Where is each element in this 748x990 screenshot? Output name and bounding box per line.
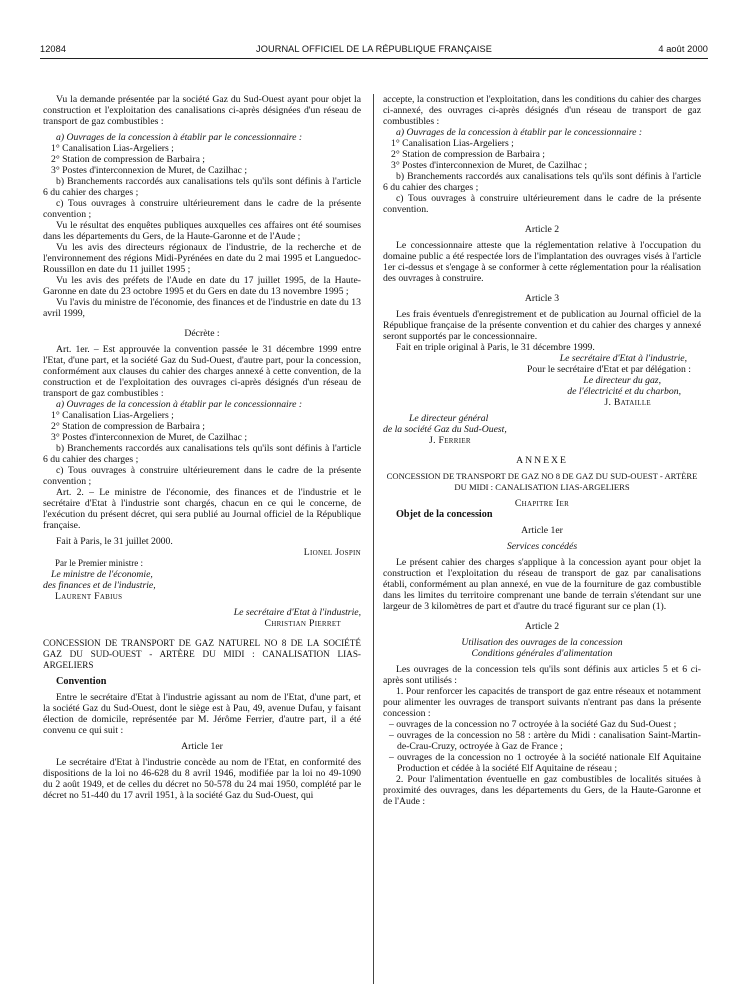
paragraph: Le présent cahier des charges s'applique à la concession ayant pour objet la construction et l'exploitation du réseau de transport de gaz par canalisations établi, conformément au plan annexé, en vue de la fourniture de gaz combustible dans les limites du territoire comprenant une bande de terrain s'étendant sur une largeur de 3 kilomètres de part et d'autre du tracé figurant sur ce plan (1).: [383, 557, 701, 612]
signatory-title: Le directeur du gaz,: [583, 375, 661, 386]
annex-title: ANNEXE: [516, 455, 568, 466]
list-item: 1° Canalisation Lias-Argeliers ;: [391, 138, 514, 149]
list-item: 3° Postes d'interconnexion de Muret, de Cazilhac ;: [51, 432, 248, 443]
paragraph: Les ouvrages de la concession tels qu'ils sont définis aux articles 5 et 6 ci-après sont utilisés :: [383, 664, 701, 686]
signatory-title: Le directeur général: [409, 413, 489, 424]
article-subtitle: Conditions générales d'alimentation: [471, 648, 613, 659]
column-divider: [373, 94, 374, 984]
list-item: – ouvrages de la concession no 58 : artère du Midi : canalisation Saint-Martin-de-Crau-Cruzy, octroyée à Gaz de France ;: [389, 730, 701, 752]
signatory-title: de la société Gaz du Sud-Ouest,: [383, 424, 507, 435]
list-item: c) Tous ouvrages à construire ultérieurement dans le cadre de la présente convention ;: [43, 198, 361, 220]
paragraph: Vu la demande présentée par la société Gaz du Sud-Ouest ayant pour objet la construction et l'exploitation des canalisations ci-après désignées d'un réseau de transport de gaz combustibles :: [43, 94, 361, 127]
paragraph: Les frais éventuels d'enregistrement et de publication au Journal officiel de la République française de la présente convention et du cahier des charges y annexé seront supportés par le concessionnaire.: [383, 309, 701, 342]
signatory-title: Le ministre de l'économie,: [51, 569, 153, 580]
signatory-name: Laurent Fabius: [55, 591, 123, 602]
header-rule: [40, 58, 708, 59]
list-item: b) Branchements raccordés aux canalisations tels qu'ils sont définis à l'article 6 du cahier des charges ;: [43, 176, 361, 198]
list-item: – ouvrages de la concession no 1 octroyée à la société nationale Elf Aquitaine Production et cédée à la société Elf Aquitaine de réseau ;: [389, 752, 701, 774]
paragraph: Vu l'avis du ministre de l'économie, des finances et de l'industrie en date du 13 avril 1999,: [43, 297, 361, 319]
paragraph: accepte, la construction et l'exploitation, dans les conditions du cahier des charges ci-annexé, des ouvrages ci-après désignés d'un réseau de transport de gaz combustibles :: [383, 94, 701, 127]
list-item: 2° Station de compression de Barbaira ;: [391, 149, 545, 160]
decree-heading: Décrète :: [184, 328, 220, 339]
page-number: 12084: [40, 44, 67, 54]
issue-date: 4 août 2000: [658, 44, 708, 54]
article-heading: Article 3: [524, 293, 560, 304]
article-paragraph: Art. 1er. – Est approuvée la convention passée le 31 décembre 1999 entre l'Etat, d'une part, et la société Gaz du Sud-Ouest, d'autre part, pour la concession, conformément aux clauses du cahier des charges annexé à cette convention, de la construction et de l'exploitation des ouvrages ci-après désignés d'un réseau de transport de gaz combustibles :: [43, 344, 361, 399]
list-item: 2° Station de compression de Barbaira ;: [51, 154, 205, 165]
signatory-name: J. Ferrier: [429, 435, 471, 446]
signatory-name: Christian Pierret: [264, 618, 341, 629]
article-heading: Article 2: [524, 621, 560, 632]
page-header: [40, 44, 708, 58]
paragraph: Vu les avis des préfets de l'Aude en date du 17 juillet 1995, de la Haute-Garonne en date du 23 octobre 1995 et du Gers en date du 13 novembre 1995 ;: [43, 275, 361, 297]
list-item: a) Ouvrages de la concession à établir par le concessionnaire :: [56, 132, 303, 143]
journal-title: JOURNAL OFFICIEL DE LA RÉPUBLIQUE FRANÇAISE: [256, 44, 492, 54]
paragraph: Vu les avis des directeurs régionaux de l'industrie, de la recherche et de l'environnement des régions Midi-Pyrénées en date du 2 mai 1995 et Languedoc-Roussillon en date du 11 juillet 1995 ;: [43, 242, 361, 275]
list-item: 3° Postes d'interconnexion de Muret, de Cazilhac ;: [51, 165, 248, 176]
list-item: b) Branchements raccordés aux canalisations tels qu'ils sont définis à l'article 6 du cahier des charges ;: [43, 443, 361, 465]
right-column: [383, 94, 701, 807]
paragraph: Vu le résultat des enquêtes publiques auxquelles ces affaires ont été soumises dans les départements du Gers, de la Haute-Garonne et de l'Aude ;: [43, 220, 361, 242]
list-item: 1° Canalisation Lias-Argeliers ;: [51, 410, 174, 421]
signatory-title: Le secrétaire d'Etat à l'industrie,: [233, 607, 361, 618]
signatory-line: Par le Premier ministre :: [55, 558, 143, 568]
chapter-heading: Chapitre Ier: [514, 498, 570, 509]
paragraph: Le secrétaire d'Etat à l'industrie concède au nom de l'Etat, en conformité des dispositions de la loi no 46-628 du 8 avril 1946, modifiée par la loi no 49-1090 du 2 août 1949, et de celles du décret no 50-578 du 24 mai 1950, complété par le décret no 51-440 du 17 avril 1951, à la société Gaz du Sud-Ouest, qui: [43, 757, 361, 801]
list-item: c) Tous ouvrages à construire ultérieurement dans le cadre de la présente convention ;: [43, 465, 361, 487]
list-item: c) Tous ouvrages à construire ultérieurement dans le cadre de la présente convention.: [383, 193, 701, 215]
article-subtitle: Services concédés: [506, 541, 578, 552]
signatory-title: des finances et de l'industrie,: [43, 580, 156, 591]
paragraph: Entre le secrétaire d'Etat à l'industrie agissant au nom de l'Etat, d'une part, et la société Gaz du Sud-Ouest, dont le siège est à Pau, 49, avenue Dufau, y faisant élection de domicile, représentée par M. Jérôme Ferrier, d'autre part, il a été convenu ce qui suit :: [43, 692, 361, 736]
chapter-title: Objet de la concession: [396, 509, 493, 520]
signing-place-date: Fait en triple original à Paris, le 31 décembre 1999.: [396, 342, 595, 353]
article-heading: Article 1er: [181, 741, 223, 752]
signatory-line: Pour le secrétaire d'Etat et par délégation :: [527, 364, 691, 375]
paragraph: 1. Pour renforcer les capacités de transport de gaz entre réseaux et notamment pour alimenter les ouvrages de transport suivants n'entrant pas dans la présente concession :: [383, 686, 701, 719]
paragraph: 2. Pour l'alimentation éventuelle en gaz combustibles de localités situées à proximité des ouvrages, dans les départements du Gers, de la Haute-Garonne et de l'Aude :: [383, 774, 701, 807]
list-item: b) Branchements raccordés aux canalisations tels qu'ils sont définis à l'article 6 du cahier des charges ;: [383, 171, 701, 193]
list-item: 3° Postes d'interconnexion de Muret, de Cazilhac ;: [391, 160, 588, 171]
list-item: a) Ouvrages de la concession à établir par le concessionnaire :: [56, 399, 303, 410]
list-item: 2° Station de compression de Barbaira ;: [51, 421, 205, 432]
article-paragraph: Art. 2. – Le ministre de l'économie, des finances et de l'industrie et le secrétaire d'Etat à l'industrie sont chargés, chacun en ce qui le concerne, de l'exécution du présent décret, qui sera publié au Journal officiel de la République française.: [43, 487, 361, 531]
list-item: a) Ouvrages de la concession à établir par le concessionnaire :: [396, 127, 643, 138]
article-heading: Article 1er: [521, 525, 563, 536]
list-item: 1° Canalisation Lias-Argeliers ;: [51, 143, 174, 154]
section-heading: Convention: [56, 676, 107, 687]
paragraph: Le concessionnaire atteste que la réglementation relative à l'occupation du domaine public a été respectée lors de l'implantation des ouvrages visés à l'article 1er ci-dessus et s'engage à se conformer à cette réglementation pour la réalisation des ouvrages à construire.: [383, 240, 701, 284]
section-title: CONCESSION DE TRANSPORT DE GAZ NATUREL NO 8 DE LA SOCIÉTÉ GAZ DU SUD-OUEST - ARTÈRE DU MIDI : CANALISATION LIAS-ARGELIERS: [43, 638, 361, 670]
signatory-name: Lionel Jospin: [303, 547, 361, 558]
article-heading: Article 2: [524, 224, 560, 235]
article-subtitle: Utilisation des ouvrages de la concession: [461, 637, 623, 648]
list-item: – ouvrages de la concession no 7 octroyée à la société Gaz du Sud-Ouest ;: [389, 719, 677, 730]
left-column: [43, 94, 361, 801]
signatory-name: J. Bataille: [604, 397, 651, 408]
annex-subtitle: CONCESSION DE TRANSPORT DE GAZ NO 8 DE GAZ DU SUD-OUEST - ARTÈRE DU MIDI : CANALISATION LIAS-ARGELIERS: [386, 471, 698, 492]
signatory-title: de l'électricité et du charbon,: [567, 386, 681, 397]
signing-place-date: Fait à Paris, le 31 juillet 2000.: [56, 536, 173, 547]
signatory-title: Le secrétaire d'Etat à l'industrie,: [559, 353, 687, 364]
